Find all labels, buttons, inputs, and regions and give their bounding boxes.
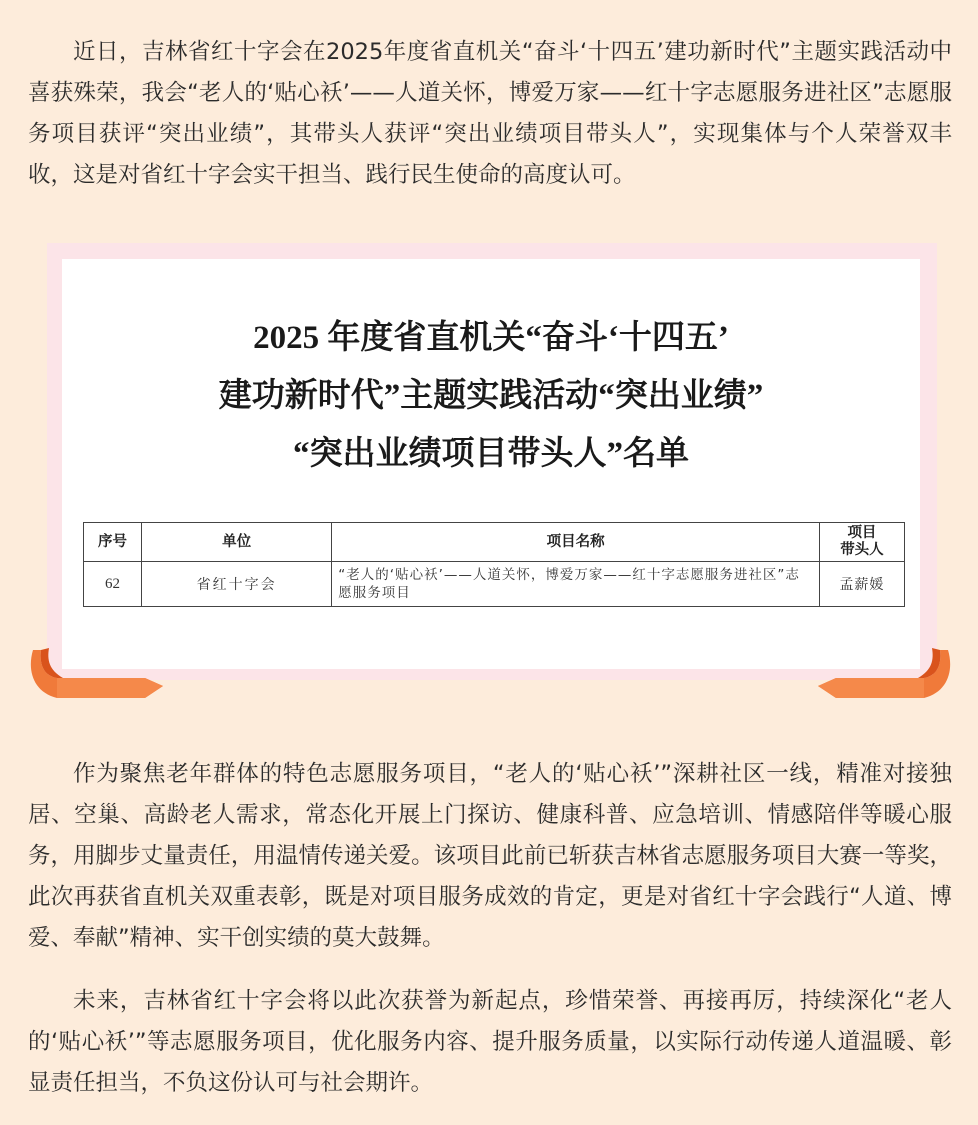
document-title-line-1: 2025 年度省直机关“奋斗‘十四五’ xyxy=(253,320,729,356)
table-header-row xyxy=(84,523,905,562)
ribbon-right-decoration xyxy=(814,640,954,704)
document-title-line-3: “突出业绩项目带头人”名单 xyxy=(293,436,689,472)
document-image xyxy=(62,259,920,669)
cell-index: 62 xyxy=(84,562,142,607)
cell-unit: 省红十字会 xyxy=(142,562,332,607)
document-title-line-2: 建功新时代”主题实践活动“突出业绩” xyxy=(218,378,764,414)
ribbon-left-decoration xyxy=(27,640,167,704)
header-unit: 单位 xyxy=(142,523,332,562)
cell-project-name: “老人的‘贴心袄’——人道关怀，博爱万家——红十字志愿服务进社区”志愿服务项目 xyxy=(332,562,820,607)
header-index: 序号 xyxy=(84,523,142,562)
header-project-leader: 项目 带头人 xyxy=(819,523,904,562)
award-list-table xyxy=(83,522,905,607)
project-paragraph: 作为聚焦老年群体的特色志愿服务项目，“老人的‘贴心袄’”深耕社区一线，精准对接独居、空巢、高龄老人需求，常态化开展上门探访、健康科普、应急培训、情感陪伴等暖心服务，用脚步丈量责任，用温情传递关爱。该项目此前已斩获吉林省志愿服务项目大赛一等奖，此次再获省直机关双重表彰，既是对项目服务成效的肯定，更是对省红十字会践行“人道、博爱、奉献”精神、实干创实绩的莫大鼓舞。 xyxy=(28,761,952,951)
cell-project-leader: 孟薪媛 xyxy=(819,562,904,607)
future-paragraph: 未来，吉林省红十字会将以此次获誉为新起点，珍惜荣誉、再接再厉，持续深化“老人的‘贴心袄’”等志愿服务项目，优化服务内容、提升服务质量，以实际行动传递人道温暖、彰显责任担当，不负这份认可与社会期许。 xyxy=(28,988,952,1096)
header-project-name: 项目名称 xyxy=(332,523,820,562)
intro-paragraph: 近日，吉林省红十字会在2025年度省直机关“奋斗‘十四五’建功新时代”主题实践活动中喜获殊荣，我会“老人的‘贴心袄’——人道关怀，博爱万家——红十字志愿服务进社区”志愿服务项目获评“突出业绩”，其带头人获评“突出业绩项目带头人”，实现集体与个人荣誉双丰收，这是对省红十字会实干担当、践行民生使命的高度认可。 xyxy=(28,39,952,188)
table-row xyxy=(84,562,905,607)
